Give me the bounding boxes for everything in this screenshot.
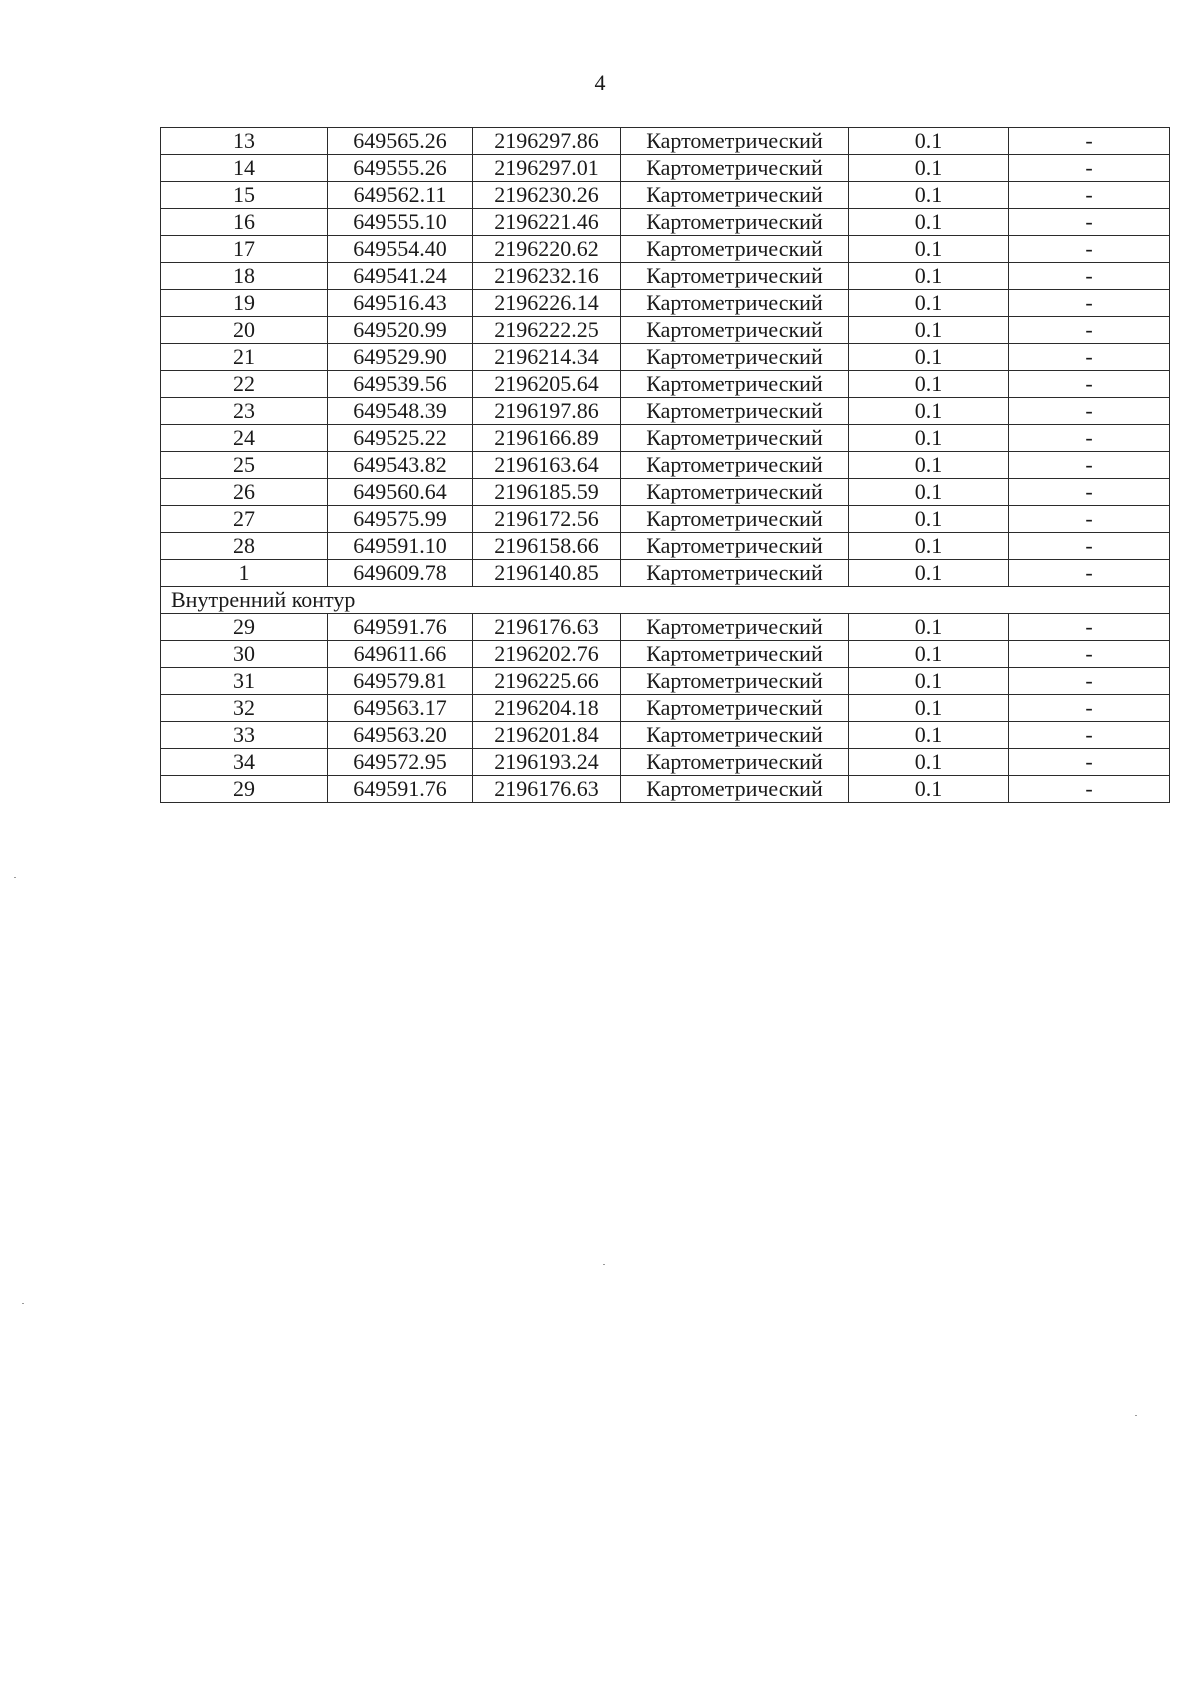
y-coordinate-cell: 2196176.63 [473,614,621,641]
method-cell: Картометрический [621,776,849,803]
x-coordinate-cell: 649579.81 [328,668,473,695]
y-coordinate-cell: 2196185.59 [473,479,621,506]
point-number-cell: 23 [161,398,328,425]
accuracy-cell: 0.1 [849,128,1009,155]
method-cell: Картометрический [621,236,849,263]
method-cell: Картометрический [621,398,849,425]
x-coordinate-cell: 649539.56 [328,371,473,398]
table-row [161,749,1170,776]
x-coordinate-cell: 649575.99 [328,506,473,533]
description-cell: - [1009,533,1170,560]
x-coordinate-cell: 649555.10 [328,209,473,236]
description-cell: - [1009,722,1170,749]
page-number: 4 [594,70,606,95]
point-number-cell: 21 [161,344,328,371]
accuracy-cell: 0.1 [849,371,1009,398]
table-row [161,425,1170,452]
x-coordinate-cell: 649525.22 [328,425,473,452]
point-number-cell: 33 [161,722,328,749]
y-coordinate-cell: 2196221.46 [473,209,621,236]
point-number-cell: 22 [161,371,328,398]
table-row [161,155,1170,182]
table-row [161,614,1170,641]
table-row [161,317,1170,344]
accuracy-cell: 0.1 [849,479,1009,506]
point-number-cell: 24 [161,425,328,452]
method-cell: Картометрический [621,695,849,722]
description-cell: - [1009,290,1170,317]
method-cell: Картометрический [621,182,849,209]
table-row [161,209,1170,236]
accuracy-cell: 0.1 [849,614,1009,641]
description-cell: - [1009,317,1170,344]
method-cell: Картометрический [621,506,849,533]
y-coordinate-cell: 2196158.66 [473,533,621,560]
y-coordinate-cell: 2196205.64 [473,371,621,398]
method-cell: Картометрический [621,425,849,452]
table-row [161,371,1170,398]
accuracy-cell: 0.1 [849,668,1009,695]
accuracy-cell: 0.1 [849,236,1009,263]
y-coordinate-cell: 2196297.86 [473,128,621,155]
accuracy-cell: 0.1 [849,452,1009,479]
accuracy-cell: 0.1 [849,209,1009,236]
y-coordinate-cell: 2196204.18 [473,695,621,722]
accuracy-cell: 0.1 [849,263,1009,290]
point-number-cell: 16 [161,209,328,236]
table-row [161,182,1170,209]
description-cell: - [1009,641,1170,668]
method-cell: Картометрический [621,290,849,317]
table-row [161,263,1170,290]
description-cell: - [1009,398,1170,425]
y-coordinate-cell: 2196220.62 [473,236,621,263]
x-coordinate-cell: 649572.95 [328,749,473,776]
method-cell: Картометрический [621,479,849,506]
point-number-cell: 14 [161,155,328,182]
x-coordinate-cell: 649548.39 [328,398,473,425]
method-cell: Картометрический [621,560,849,587]
description-cell: - [1009,506,1170,533]
description-cell: - [1009,614,1170,641]
table-row [161,722,1170,749]
description-cell: - [1009,560,1170,587]
table-row [161,398,1170,425]
y-coordinate-cell: 2196226.14 [473,290,621,317]
x-coordinate-cell: 649541.24 [328,263,473,290]
point-number-cell: 34 [161,749,328,776]
x-coordinate-cell: 649554.40 [328,236,473,263]
method-cell: Картометрический [621,668,849,695]
method-cell: Картометрический [621,128,849,155]
table-row [161,533,1170,560]
method-cell: Картометрический [621,263,849,290]
point-number-cell: 32 [161,695,328,722]
table-row [161,128,1170,155]
x-coordinate-cell: 649609.78 [328,560,473,587]
y-coordinate-cell: 2196197.86 [473,398,621,425]
description-cell: - [1009,776,1170,803]
description-cell: - [1009,263,1170,290]
section-row [161,587,1170,614]
y-coordinate-cell: 2196230.26 [473,182,621,209]
y-coordinate-cell: 2196176.63 [473,776,621,803]
y-coordinate-cell: 2196232.16 [473,263,621,290]
description-cell: - [1009,695,1170,722]
y-coordinate-cell: 2196222.25 [473,317,621,344]
accuracy-cell: 0.1 [849,182,1009,209]
description-cell: - [1009,425,1170,452]
method-cell: Картометрический [621,452,849,479]
table-row [161,236,1170,263]
method-cell: Картометрический [621,614,849,641]
y-coordinate-cell: 2196214.34 [473,344,621,371]
description-cell: - [1009,209,1170,236]
point-number-cell: 29 [161,614,328,641]
point-number-cell: 18 [161,263,328,290]
y-coordinate-cell: 2196140.85 [473,560,621,587]
table-row [161,560,1170,587]
x-coordinate-cell: 649565.26 [328,128,473,155]
point-number-cell: 20 [161,317,328,344]
table-row [161,290,1170,317]
accuracy-cell: 0.1 [849,776,1009,803]
x-coordinate-cell: 649555.26 [328,155,473,182]
method-cell: Картометрический [621,317,849,344]
point-number-cell: 27 [161,506,328,533]
table-row [161,506,1170,533]
y-coordinate-cell: 2196201.84 [473,722,621,749]
accuracy-cell: 0.1 [849,749,1009,776]
x-coordinate-cell: 649591.76 [328,614,473,641]
scan-speck [14,877,16,878]
method-cell: Картометрический [621,371,849,398]
point-number-cell: 17 [161,236,328,263]
x-coordinate-cell: 649516.43 [328,290,473,317]
y-coordinate-cell: 2196172.56 [473,506,621,533]
accuracy-cell: 0.1 [849,722,1009,749]
x-coordinate-cell: 649563.20 [328,722,473,749]
y-coordinate-cell: 2196163.64 [473,452,621,479]
scan-speck [22,1303,24,1304]
y-coordinate-cell: 2196202.76 [473,641,621,668]
accuracy-cell: 0.1 [849,290,1009,317]
x-coordinate-cell: 649611.66 [328,641,473,668]
x-coordinate-cell: 649591.10 [328,533,473,560]
outer-contour-rows [161,128,1170,587]
description-cell: - [1009,371,1170,398]
method-cell: Картометрический [621,722,849,749]
accuracy-cell: 0.1 [849,506,1009,533]
inner-contour-rows [161,614,1170,803]
description-cell: - [1009,236,1170,263]
point-number-cell: 29 [161,776,328,803]
coordinates-table [160,127,1170,803]
point-number-cell: 1 [161,560,328,587]
x-coordinate-cell: 649591.76 [328,776,473,803]
point-number-cell: 26 [161,479,328,506]
x-coordinate-cell: 649563.17 [328,695,473,722]
table-row [161,668,1170,695]
accuracy-cell: 0.1 [849,398,1009,425]
scan-speck [603,1264,605,1265]
inner-contour-section [161,587,1170,614]
method-cell: Картометрический [621,533,849,560]
accuracy-cell: 0.1 [849,425,1009,452]
description-cell: - [1009,749,1170,776]
point-number-cell: 28 [161,533,328,560]
x-coordinate-cell: 649543.82 [328,452,473,479]
y-coordinate-cell: 2196297.01 [473,155,621,182]
method-cell: Картометрический [621,749,849,776]
method-cell: Картометрический [621,641,849,668]
accuracy-cell: 0.1 [849,695,1009,722]
y-coordinate-cell: 2196225.66 [473,668,621,695]
description-cell: - [1009,479,1170,506]
x-coordinate-cell: 649562.11 [328,182,473,209]
accuracy-cell: 0.1 [849,533,1009,560]
section-label-inner-contour: Внутренний контур [161,587,1170,614]
y-coordinate-cell: 2196166.89 [473,425,621,452]
table-row [161,452,1170,479]
table-row [161,695,1170,722]
accuracy-cell: 0.1 [849,641,1009,668]
method-cell: Картометрический [621,155,849,182]
description-cell: - [1009,182,1170,209]
x-coordinate-cell: 649529.90 [328,344,473,371]
accuracy-cell: 0.1 [849,560,1009,587]
point-number-cell: 30 [161,641,328,668]
point-number-cell: 13 [161,128,328,155]
description-cell: - [1009,668,1170,695]
accuracy-cell: 0.1 [849,155,1009,182]
accuracy-cell: 0.1 [849,317,1009,344]
x-coordinate-cell: 649560.64 [328,479,473,506]
method-cell: Картометрический [621,209,849,236]
description-cell: - [1009,452,1170,479]
table-row [161,776,1170,803]
description-cell: - [1009,128,1170,155]
table-row [161,344,1170,371]
point-number-cell: 25 [161,452,328,479]
table-row [161,641,1170,668]
method-cell: Картометрический [621,344,849,371]
x-coordinate-cell: 649520.99 [328,317,473,344]
description-cell: - [1009,344,1170,371]
description-cell: - [1009,155,1170,182]
table-row [161,479,1170,506]
point-number-cell: 31 [161,668,328,695]
point-number-cell: 15 [161,182,328,209]
scan-speck [1135,1415,1137,1416]
y-coordinate-cell: 2196193.24 [473,749,621,776]
accuracy-cell: 0.1 [849,344,1009,371]
point-number-cell: 19 [161,290,328,317]
